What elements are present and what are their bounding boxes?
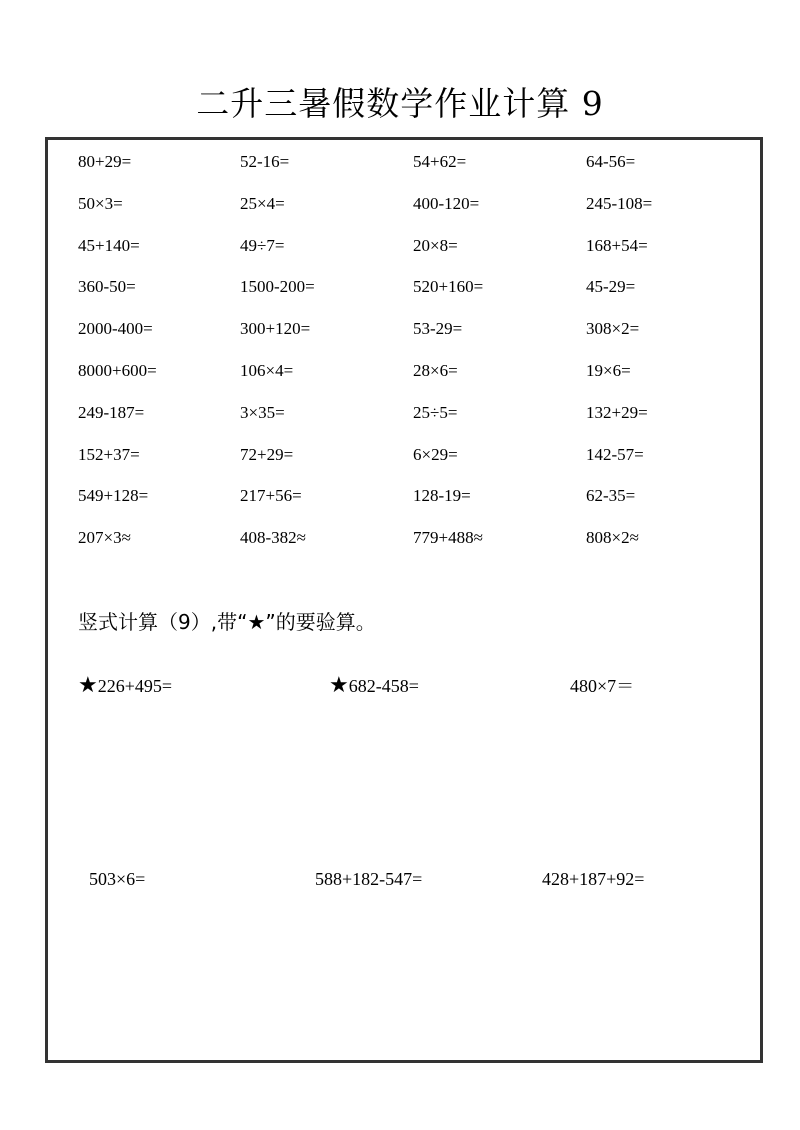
oral-problem: 2000-400=: [78, 319, 153, 339]
worksheet-frame: [45, 137, 763, 1063]
oral-problem: 142-57=: [586, 444, 644, 464]
vertical-problem-6: [542, 866, 644, 892]
oral-row: [78, 234, 758, 264]
oral-problem: 64-56=: [586, 152, 636, 171]
oral-problem: 520+160=: [413, 277, 484, 297]
problem-expr: 588+182-547=: [315, 869, 423, 889]
page-title: 二升三暑假数学作业计算 9: [196, 84, 604, 123]
oral-row: [78, 359, 758, 389]
oral-row: [78, 526, 758, 556]
oral-problem: 6×29=: [413, 444, 458, 464]
oral-row: [78, 443, 758, 473]
oral-problem: 45-29=: [586, 277, 636, 297]
oral-problem: 19×6=: [586, 361, 631, 380]
oral-row: [78, 317, 758, 347]
oral-problem: 779+488≈: [413, 528, 483, 548]
vertical-problem-5: [315, 866, 422, 892]
oral-problem: 106×4=: [240, 361, 294, 380]
oral-problem: 45+140=: [78, 235, 140, 255]
problem-expr: 503×6=: [89, 869, 146, 889]
vertical-problem-3: [570, 673, 634, 699]
problem-expr: 480×7＝: [570, 676, 635, 696]
oral-problem: 207×3≈: [78, 528, 131, 548]
star-icon: ★: [329, 673, 349, 698]
oral-problem: 408-382≈: [240, 528, 306, 548]
oral-row: [78, 401, 758, 431]
oral-problem: 3×35=: [240, 402, 285, 422]
oral-problem: 20×8=: [413, 235, 458, 255]
oral-problem: 549+128=: [78, 486, 149, 506]
oral-problem: 49÷7=: [240, 235, 285, 255]
oral-problem: 128-19=: [413, 486, 471, 506]
oral-problem: 152+37=: [78, 444, 140, 464]
oral-row: [78, 192, 758, 222]
oral-problem: 25×4=: [240, 193, 285, 213]
oral-problem: 52-16=: [240, 152, 290, 171]
oral-problem: 360-50=: [78, 277, 136, 297]
oral-problem: 1500-200=: [240, 277, 315, 297]
oral-problem: 300+120=: [240, 319, 311, 339]
oral-row: [78, 275, 758, 305]
oral-problem: 249-187=: [78, 402, 145, 422]
oral-problem: 400-120=: [413, 193, 480, 213]
oral-problem: 72+29=: [240, 444, 294, 464]
oral-problem: 28×6=: [413, 361, 458, 380]
problem-expr: 428+187+92=: [542, 869, 645, 889]
oral-problem: 54+62=: [413, 152, 467, 171]
oral-problem: 25÷5=: [413, 402, 458, 422]
problem-expr: 682-458=: [348, 676, 419, 696]
oral-problem: 308×2=: [586, 319, 640, 339]
vertical-problem-2: [329, 673, 419, 699]
oral-problem: 217+56=: [240, 486, 302, 506]
oral-problem: 808×2≈: [586, 528, 639, 548]
oral-problem: 245-108=: [586, 193, 653, 213]
vertical-problem-1: [78, 673, 172, 699]
oral-problem: 62-35=: [586, 486, 636, 506]
oral-problem: 80+29=: [78, 152, 132, 171]
vertical-calc-heading: 竖式计算（9）,带“★”的要验算。: [78, 610, 376, 634]
problem-expr: 226+495=: [97, 676, 173, 696]
oral-problem: 8000+600=: [78, 361, 157, 380]
oral-problem: 53-29=: [413, 319, 463, 339]
oral-problem: 132+29=: [586, 402, 648, 422]
vertical-problem-4: [89, 866, 145, 892]
oral-row: [78, 150, 758, 180]
oral-problem: 50×3=: [78, 193, 123, 213]
oral-row: [78, 484, 758, 514]
oral-problem: 168+54=: [586, 235, 648, 255]
star-icon: ★: [78, 673, 98, 698]
